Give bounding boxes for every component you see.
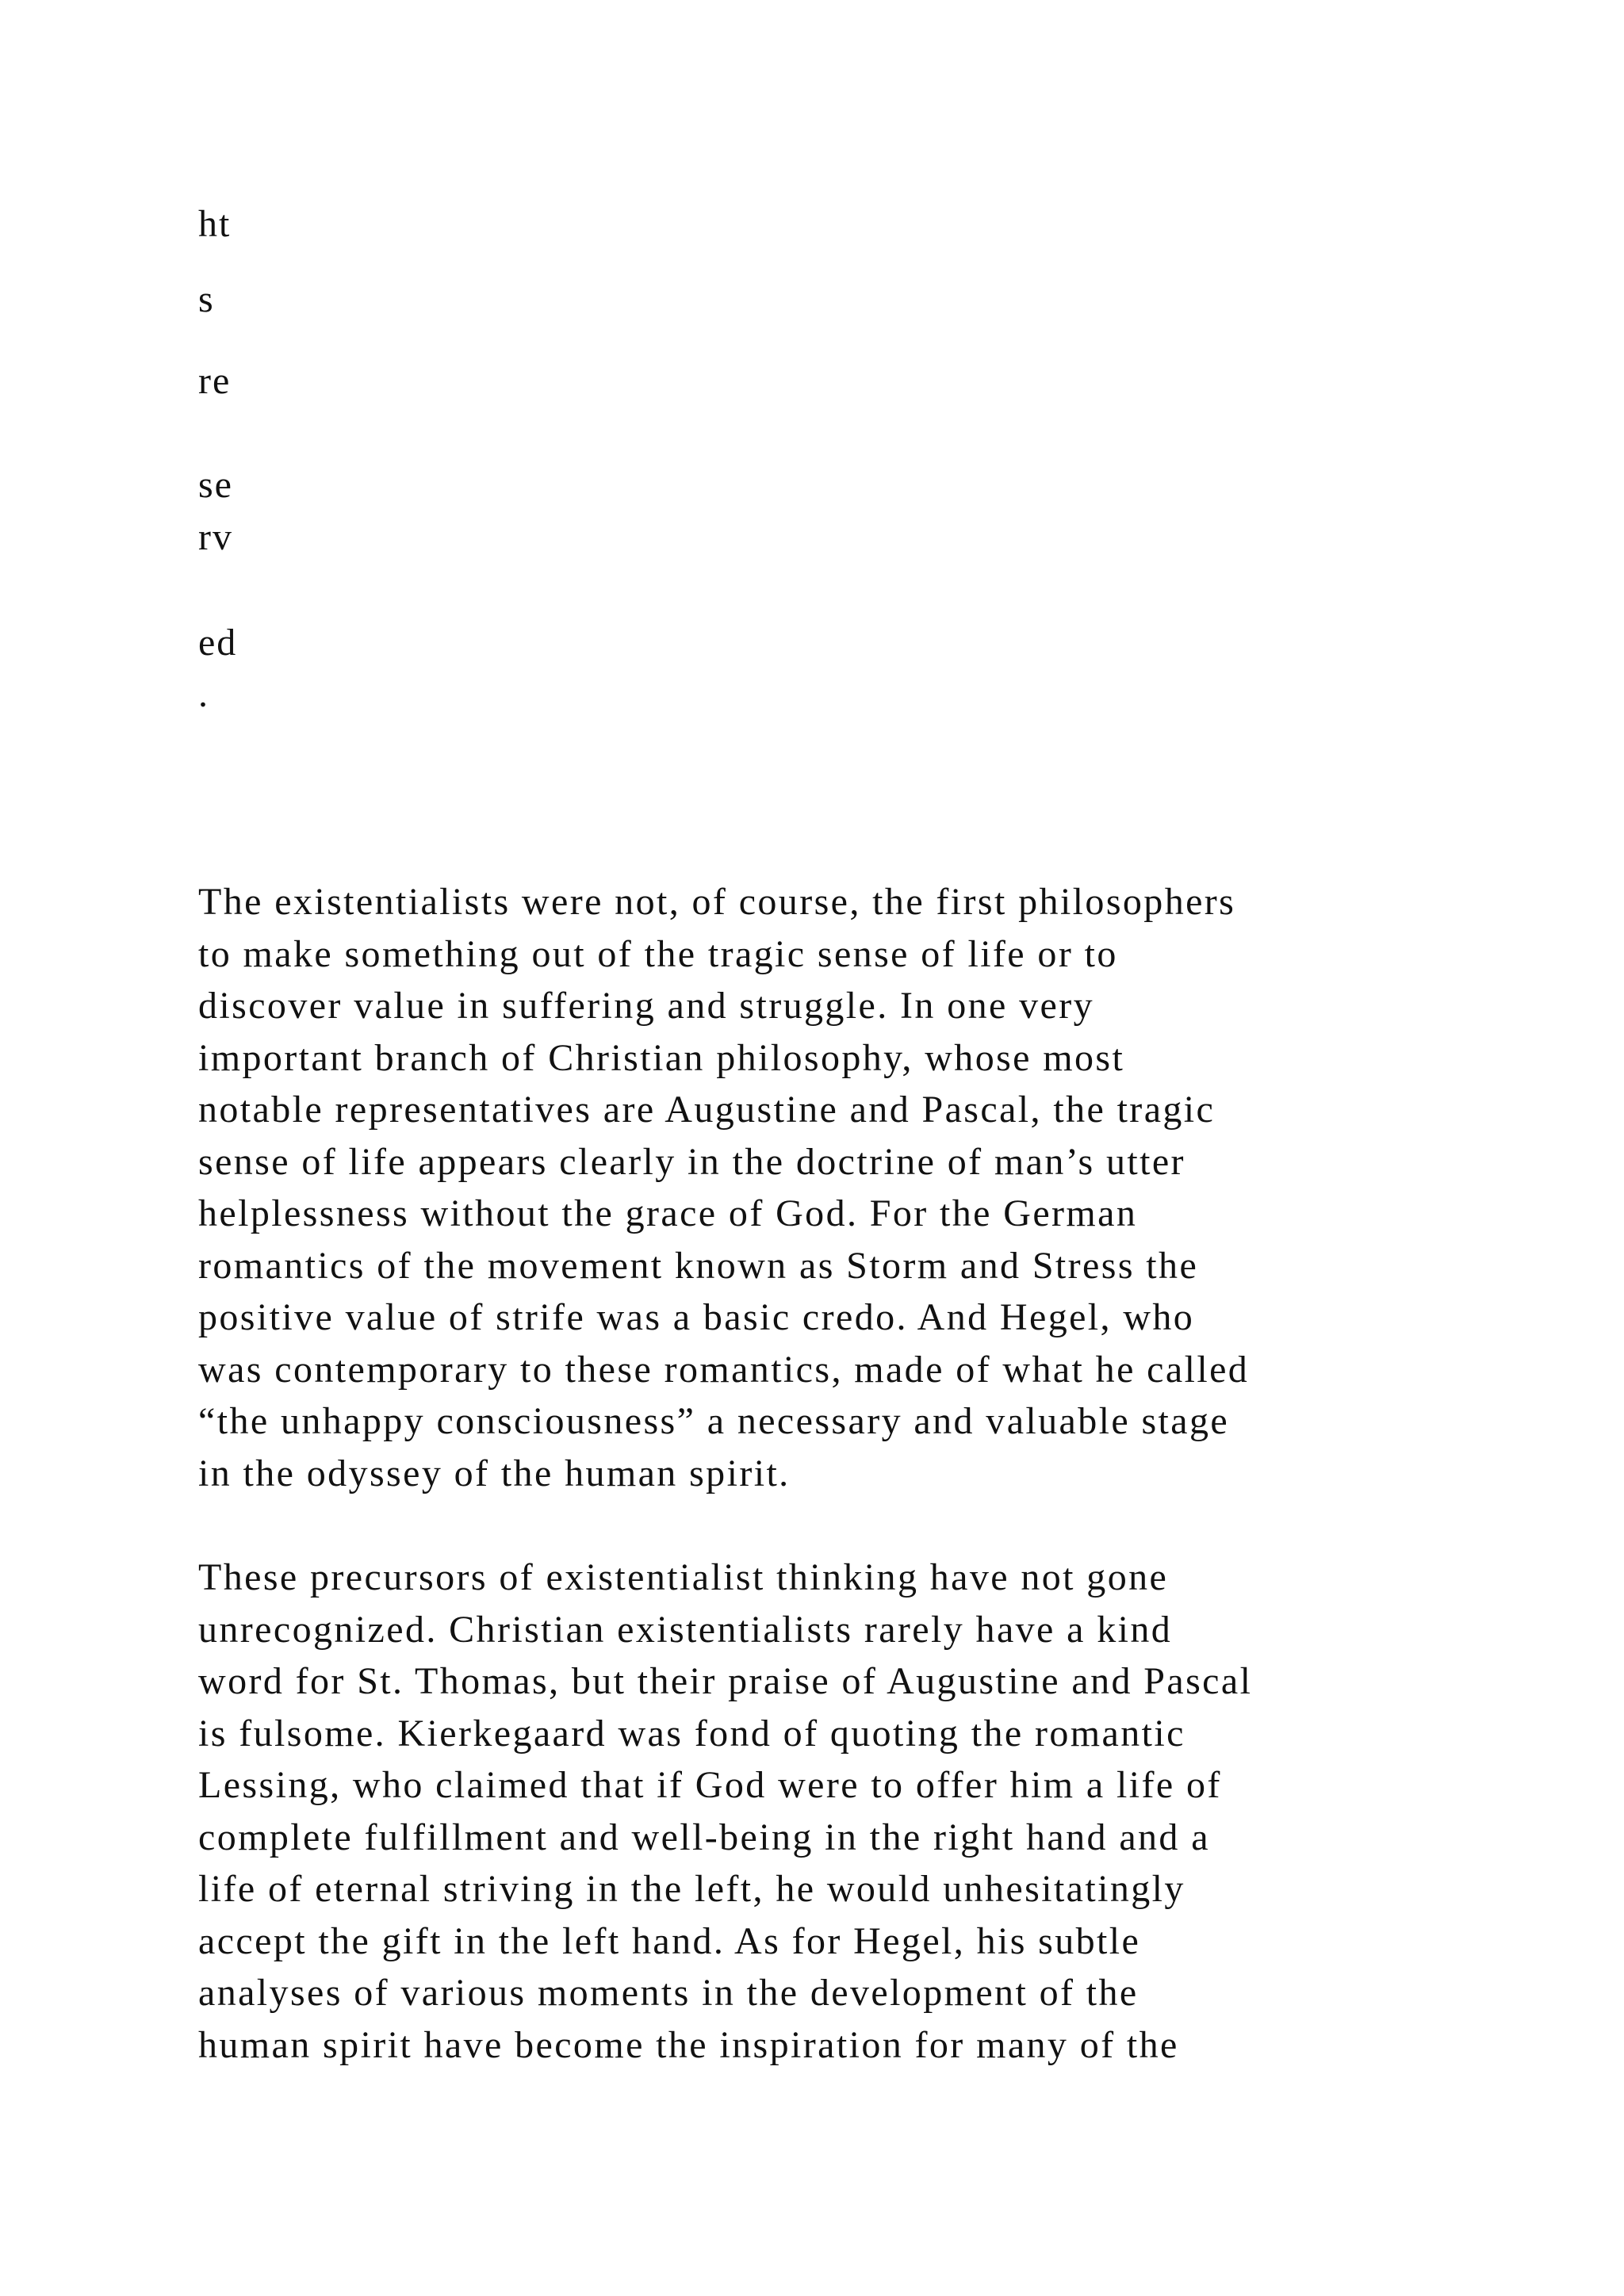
paragraph-1 (198, 876, 1435, 1499)
text-line: unrecognized. Christian existentialists rarely have a kind (198, 1608, 1173, 1651)
text-line: life of eternal striving in the left, he would unhesitatingly (198, 1868, 1185, 1910)
text-line: The existentialists were not, of course, the first philosophers (198, 881, 1236, 923)
text-line: in the odyssey of the human spirit. (198, 1452, 791, 1494)
text-line: discover value in suffering and struggle. In one very (198, 985, 1095, 1027)
text-line: is fulsome. Kierkegaard was fond of quoting the romantic (198, 1712, 1185, 1755)
text-line: Lessing, who claimed that if God were to offer him a life of (198, 1764, 1222, 1806)
fragment-text: rv (198, 516, 233, 558)
text-line: romantics of the movement known as Storm and Stress the (198, 1244, 1199, 1287)
text-line: helplessness without the grace of God. For the German (198, 1192, 1138, 1234)
text-line: notable representatives are Augustine and Pascal, the tragic (198, 1089, 1216, 1131)
text-line: human spirit have become the inspiration for many of the (198, 2023, 1179, 2066)
text-line: complete fulfillment and well-being in the right hand and a (198, 1816, 1210, 1858)
text-line: important branch of Christian philosophy, whose most (198, 1036, 1125, 1079)
text-line: positive value of strife was a basic credo. And Hegel, who (198, 1296, 1195, 1338)
text-line: sense of life appears clearly in the doctrine of man’s utter (198, 1140, 1185, 1183)
text-line: analyses of various moments in the development of the (198, 1972, 1139, 2014)
fragment-text: se (198, 464, 233, 506)
text-line: was contemporary to these romantics, made of what he called (198, 1348, 1250, 1391)
paragraph-2 (198, 1552, 1435, 2071)
text-line: These precursors of existentialist thinking have not gone (198, 1556, 1169, 1598)
fragment-text: re (198, 360, 232, 402)
text-line: to make something out of the tragic sense of life or to (198, 932, 1118, 975)
text-line: accept the gift in the left hand. As for Hegel, his subtle (198, 1919, 1141, 1962)
fragment-text: ht (198, 203, 232, 245)
fragment-text: ed (198, 622, 238, 664)
text-line: “the unhappy consciousness” a necessary and valuable stage (198, 1400, 1230, 1442)
fragment-text: . (198, 673, 209, 715)
fragment-text: s (198, 278, 215, 320)
text-line: word for St. Thomas, but their praise of Augustine and Pascal (198, 1660, 1253, 1702)
